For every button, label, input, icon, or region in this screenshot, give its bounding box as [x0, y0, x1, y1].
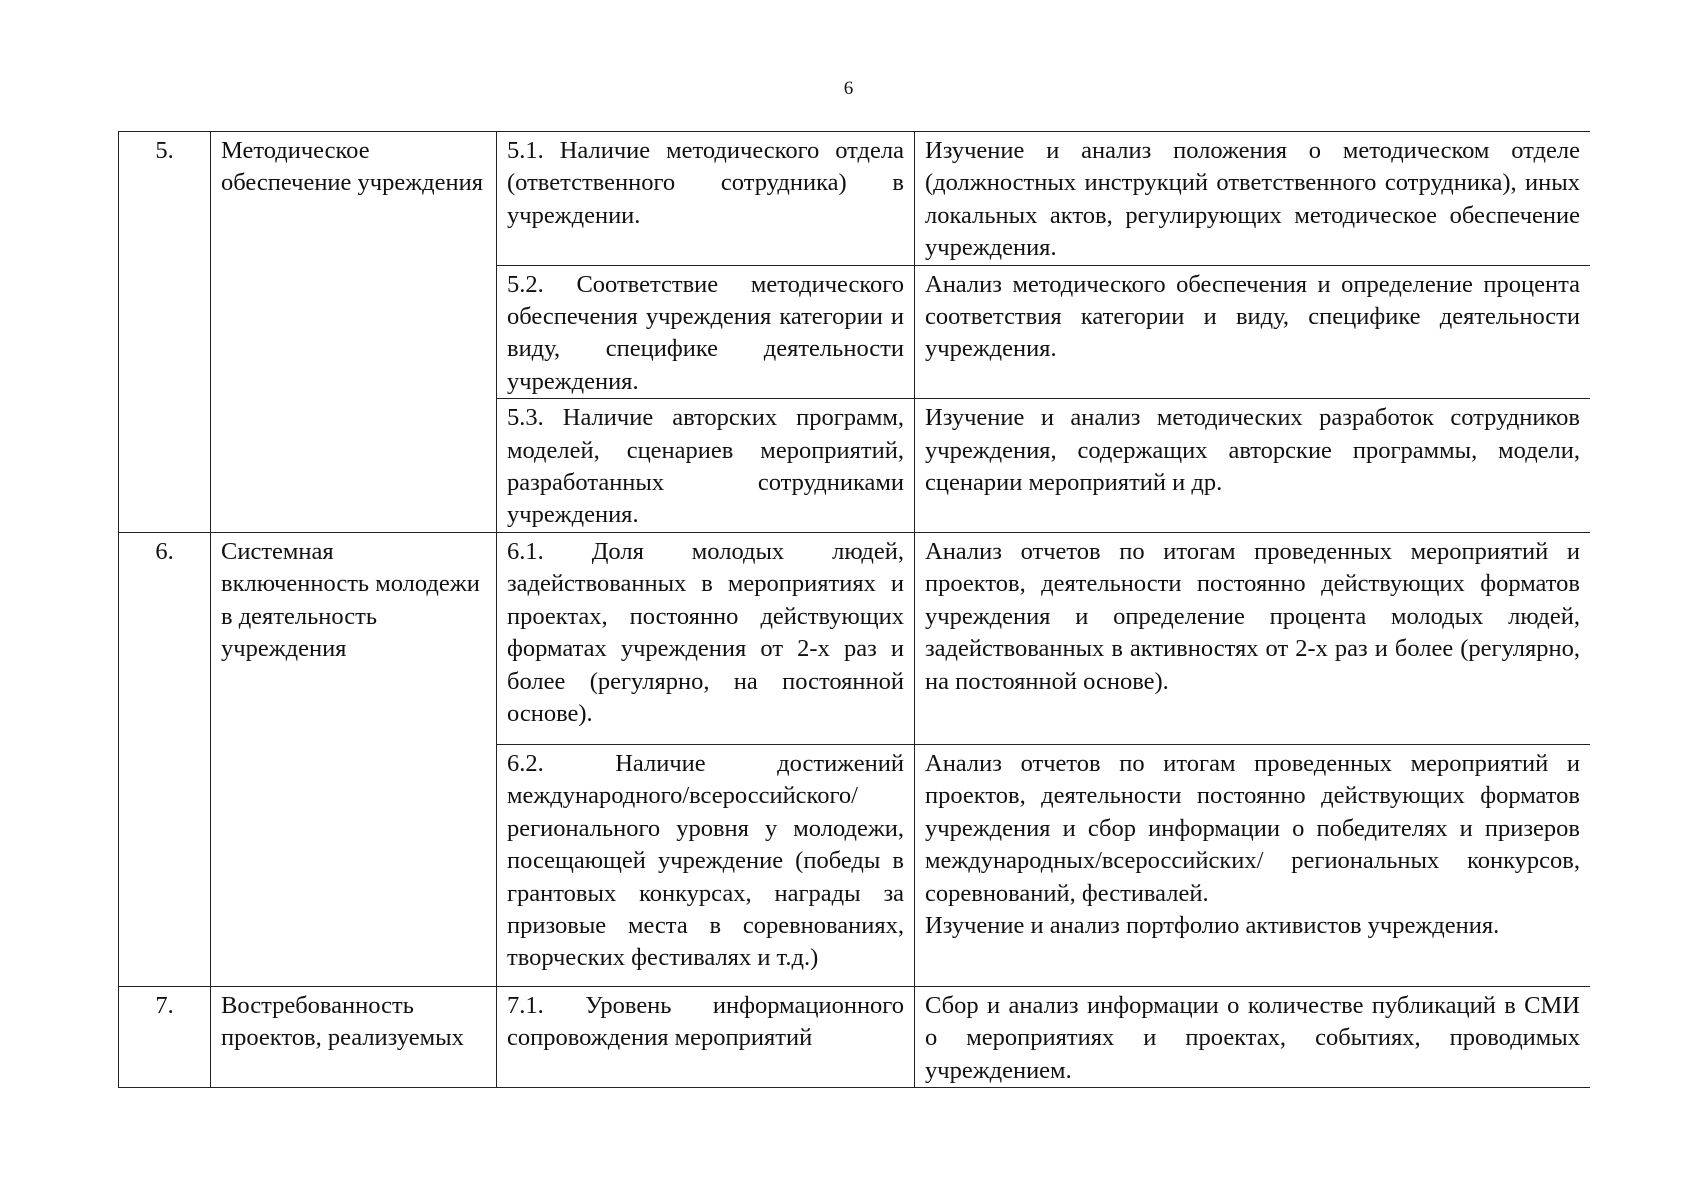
table-row: [119, 986, 1591, 1087]
row-number: 7.: [119, 986, 211, 1087]
method-cell: Изучение и анализ методических разработок сотрудников учреждения, содержащих авторские программы, модели, сценарии мероприятий и др.: [915, 399, 1591, 533]
criterion-cell: Методическое обеспечение учреждения: [211, 132, 497, 533]
indicator-cell: 5.3. Наличие авторских программ, моделей, сценариев мероприятий, разработанных сотрудниками учреждения.: [497, 399, 915, 533]
indicator-cell: 7.1. Уровень информационного сопровождения мероприятий: [497, 986, 915, 1087]
method-cell: Изучение и анализ положения о методическом отделе (должностных инструкций ответственного сотрудника), иных локальных актов, регулирующих методическое обеспечение учреждения.: [915, 132, 1591, 266]
method-cell: Анализ отчетов по итогам проведенных мероприятий и проектов, деятельности постоянно действующих форматов учреждения и определение процента молодых людей, задействованных в активностях от 2-х раз и более (регулярно, на постоянной основе).: [915, 532, 1591, 744]
table-row: [119, 132, 1591, 266]
indicator-cell: 5.2. Соответствие методического обеспечения учреждения категории и виду, специфике деятельности учреждения.: [497, 265, 915, 399]
method-text: Анализ отчетов по итогам проведенных мероприятий и проектов, деятельности постоянно действующих форматов учреждения и сбор информации о победителях и призеров международных/всероссийских/ региональных конкурсов, соревнований, фестивалей.: [925, 749, 1580, 907]
criteria-table: [118, 131, 1590, 1088]
method-cell: [915, 744, 1591, 986]
page-number: 6: [843, 78, 854, 99]
indicator-cell: 6.1. Доля молодых людей, задействованных в мероприятиях и проектах, постоянно действующих форматах учреждения от 2-х раз и более (регулярно, на постоянной основе).: [497, 532, 915, 744]
row-number: 5.: [119, 132, 211, 533]
method-cell: Анализ методического обеспечения и определение процента соответствия категории и виду, специфике деятельности учреждения.: [915, 265, 1591, 399]
indicator-cell: 5.1. Наличие методического отдела (ответственного сотрудника) в учреждении.: [497, 132, 915, 266]
criterion-cell: Востребованность проектов, реализуемых: [211, 986, 497, 1087]
indicator-cell: 6.2. Наличие достижений международного/всероссийского/ регионального уровня у молодежи, посещающей учреждение (победы в грантовых конкурсах, награды за призовые места в соревнованиях, творческих фестивалях и т.д.): [497, 744, 915, 986]
method-text-2: Изучение и анализ портфолио активистов учреждения.: [925, 911, 1500, 939]
criteria-table-wrapper: [118, 131, 1590, 1111]
table-row: [119, 532, 1591, 744]
row-number: 6.: [119, 532, 211, 986]
method-cell: Сбор и анализ информации о количестве публикаций в СМИ о мероприятиях и проектах, событиях, проводимых учреждением.: [915, 986, 1591, 1087]
criterion-cell: Системная включенность молодежи в деятельность учреждения: [211, 532, 497, 986]
